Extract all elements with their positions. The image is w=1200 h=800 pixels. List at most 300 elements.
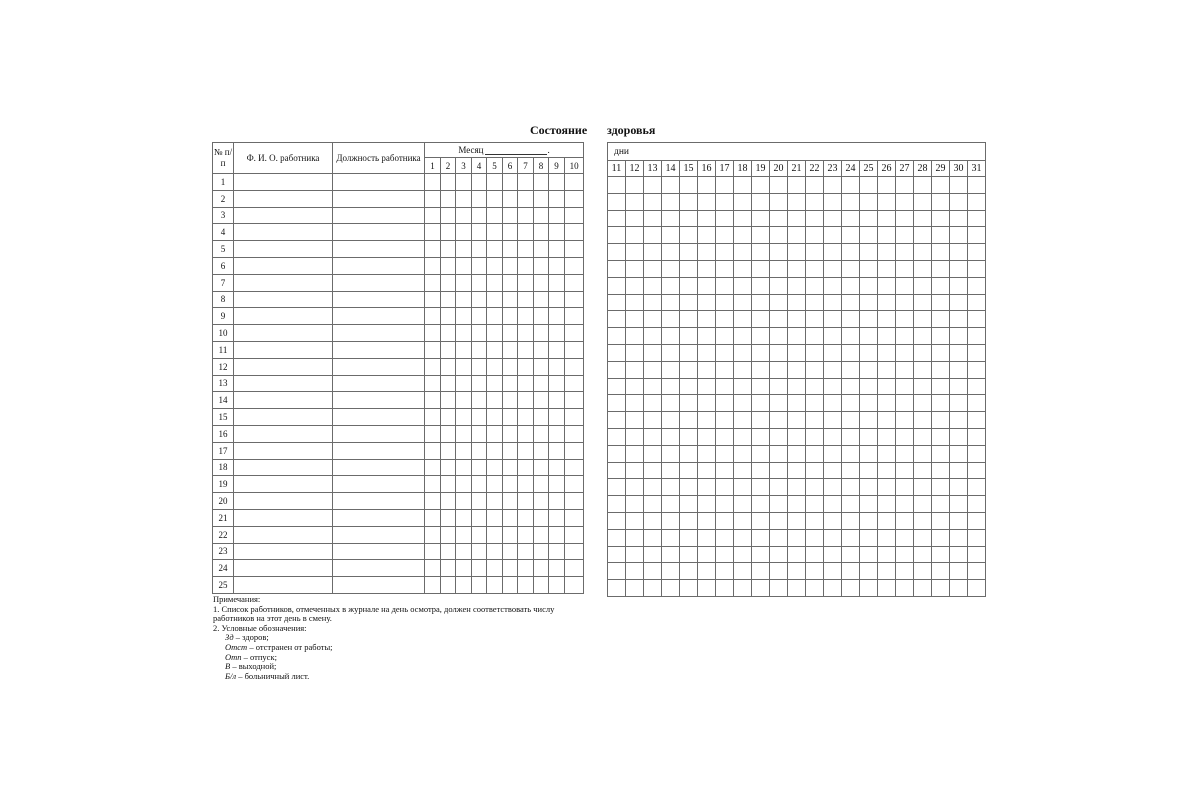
day-cell[interactable] <box>806 580 824 597</box>
day-cell[interactable] <box>644 277 662 294</box>
day-cell[interactable] <box>914 479 932 496</box>
day-cell[interactable] <box>896 244 914 261</box>
day-cell[interactable] <box>716 177 734 194</box>
day-cell[interactable] <box>534 543 549 560</box>
day-cell[interactable] <box>932 563 950 580</box>
day-cell[interactable] <box>896 311 914 328</box>
day-cell[interactable] <box>770 428 788 445</box>
day-cell[interactable] <box>932 244 950 261</box>
day-cell[interactable] <box>644 412 662 429</box>
day-cell[interactable] <box>503 409 518 426</box>
day-cell[interactable] <box>472 375 487 392</box>
day-cell[interactable] <box>770 395 788 412</box>
position-cell[interactable] <box>333 442 425 459</box>
day-cell[interactable] <box>824 277 842 294</box>
day-cell[interactable] <box>441 308 456 325</box>
day-cell[interactable] <box>565 257 584 274</box>
day-cell[interactable] <box>824 244 842 261</box>
day-cell[interactable] <box>644 378 662 395</box>
day-cell[interactable] <box>716 344 734 361</box>
day-cell[interactable] <box>896 227 914 244</box>
day-cell[interactable] <box>626 412 644 429</box>
day-cell[interactable] <box>472 476 487 493</box>
day-cell[interactable] <box>487 476 503 493</box>
day-cell[interactable] <box>565 190 584 207</box>
day-cell[interactable] <box>565 174 584 191</box>
day-cell[interactable] <box>914 361 932 378</box>
position-cell[interactable] <box>333 174 425 191</box>
day-cell[interactable] <box>644 361 662 378</box>
day-cell[interactable] <box>878 563 896 580</box>
day-cell[interactable] <box>441 543 456 560</box>
day-cell[interactable] <box>698 328 716 345</box>
day-cell[interactable] <box>644 563 662 580</box>
day-cell[interactable] <box>503 459 518 476</box>
day-cell[interactable] <box>824 428 842 445</box>
day-cell[interactable] <box>472 274 487 291</box>
position-cell[interactable] <box>333 577 425 594</box>
day-cell[interactable] <box>716 328 734 345</box>
day-cell[interactable] <box>932 496 950 513</box>
day-cell[interactable] <box>860 210 878 227</box>
day-cell[interactable] <box>842 563 860 580</box>
day-cell[interactable] <box>752 227 770 244</box>
day-cell[interactable] <box>950 210 968 227</box>
day-cell[interactable] <box>932 344 950 361</box>
day-cell[interactable] <box>860 462 878 479</box>
day-cell[interactable] <box>770 378 788 395</box>
day-cell[interactable] <box>608 479 626 496</box>
day-cell[interactable] <box>626 244 644 261</box>
day-cell[interactable] <box>698 244 716 261</box>
day-cell[interactable] <box>914 512 932 529</box>
position-cell[interactable] <box>333 325 425 342</box>
day-cell[interactable] <box>518 409 534 426</box>
position-cell[interactable] <box>333 274 425 291</box>
day-cell[interactable] <box>644 210 662 227</box>
day-cell[interactable] <box>441 442 456 459</box>
day-cell[interactable] <box>716 512 734 529</box>
day-cell[interactable] <box>932 428 950 445</box>
day-cell[interactable] <box>518 509 534 526</box>
name-cell[interactable] <box>234 274 333 291</box>
day-cell[interactable] <box>487 509 503 526</box>
day-cell[interactable] <box>518 442 534 459</box>
day-cell[interactable] <box>626 193 644 210</box>
day-cell[interactable] <box>565 509 584 526</box>
day-cell[interactable] <box>734 512 752 529</box>
day-cell[interactable] <box>950 512 968 529</box>
day-cell[interactable] <box>734 580 752 597</box>
day-cell[interactable] <box>698 395 716 412</box>
day-cell[interactable] <box>680 512 698 529</box>
day-cell[interactable] <box>734 462 752 479</box>
name-cell[interactable] <box>234 442 333 459</box>
day-cell[interactable] <box>608 445 626 462</box>
day-cell[interactable] <box>950 496 968 513</box>
day-cell[interactable] <box>503 526 518 543</box>
day-cell[interactable] <box>680 546 698 563</box>
day-cell[interactable] <box>680 395 698 412</box>
day-cell[interactable] <box>878 244 896 261</box>
day-cell[interactable] <box>644 328 662 345</box>
day-cell[interactable] <box>680 311 698 328</box>
day-cell[interactable] <box>472 560 487 577</box>
day-cell[interactable] <box>549 257 565 274</box>
day-cell[interactable] <box>503 174 518 191</box>
day-cell[interactable] <box>914 344 932 361</box>
day-cell[interactable] <box>716 378 734 395</box>
day-cell[interactable] <box>824 227 842 244</box>
day-cell[interactable] <box>472 526 487 543</box>
day-cell[interactable] <box>698 479 716 496</box>
day-cell[interactable] <box>716 546 734 563</box>
day-cell[interactable] <box>662 193 680 210</box>
day-cell[interactable] <box>425 409 441 426</box>
day-cell[interactable] <box>472 577 487 594</box>
day-cell[interactable] <box>425 308 441 325</box>
day-cell[interactable] <box>734 412 752 429</box>
day-cell[interactable] <box>824 445 842 462</box>
day-cell[interactable] <box>752 277 770 294</box>
day-cell[interactable] <box>860 193 878 210</box>
day-cell[interactable] <box>565 543 584 560</box>
day-cell[interactable] <box>425 493 441 510</box>
day-cell[interactable] <box>425 476 441 493</box>
day-cell[interactable] <box>770 361 788 378</box>
day-cell[interactable] <box>860 311 878 328</box>
day-cell[interactable] <box>968 328 986 345</box>
day-cell[interactable] <box>842 361 860 378</box>
name-cell[interactable] <box>234 257 333 274</box>
day-cell[interactable] <box>770 479 788 496</box>
day-cell[interactable] <box>425 442 441 459</box>
position-cell[interactable] <box>333 207 425 224</box>
day-cell[interactable] <box>788 496 806 513</box>
day-cell[interactable] <box>842 395 860 412</box>
day-cell[interactable] <box>608 311 626 328</box>
day-cell[interactable] <box>626 563 644 580</box>
day-cell[interactable] <box>425 190 441 207</box>
day-cell[interactable] <box>734 496 752 513</box>
day-cell[interactable] <box>487 358 503 375</box>
day-cell[interactable] <box>932 412 950 429</box>
day-cell[interactable] <box>752 328 770 345</box>
day-cell[interactable] <box>860 277 878 294</box>
day-cell[interactable] <box>914 294 932 311</box>
day-cell[interactable] <box>487 325 503 342</box>
day-cell[interactable] <box>503 257 518 274</box>
day-cell[interactable] <box>487 291 503 308</box>
day-cell[interactable] <box>914 328 932 345</box>
day-cell[interactable] <box>698 412 716 429</box>
day-cell[interactable] <box>472 291 487 308</box>
day-cell[interactable] <box>698 311 716 328</box>
day-cell[interactable] <box>518 526 534 543</box>
day-cell[interactable] <box>441 207 456 224</box>
day-cell[interactable] <box>806 529 824 546</box>
position-cell[interactable] <box>333 425 425 442</box>
day-cell[interactable] <box>534 392 549 409</box>
day-cell[interactable] <box>914 546 932 563</box>
day-cell[interactable] <box>770 193 788 210</box>
day-cell[interactable] <box>608 462 626 479</box>
day-cell[interactable] <box>662 244 680 261</box>
day-cell[interactable] <box>896 529 914 546</box>
day-cell[interactable] <box>878 529 896 546</box>
day-cell[interactable] <box>932 260 950 277</box>
day-cell[interactable] <box>914 428 932 445</box>
day-cell[interactable] <box>842 412 860 429</box>
day-cell[interactable] <box>914 311 932 328</box>
day-cell[interactable] <box>441 560 456 577</box>
day-cell[interactable] <box>752 378 770 395</box>
day-cell[interactable] <box>842 512 860 529</box>
day-cell[interactable] <box>608 361 626 378</box>
day-cell[interactable] <box>860 479 878 496</box>
day-cell[interactable] <box>503 375 518 392</box>
day-cell[interactable] <box>472 341 487 358</box>
day-cell[interactable] <box>662 395 680 412</box>
day-cell[interactable] <box>644 244 662 261</box>
name-cell[interactable] <box>234 509 333 526</box>
day-cell[interactable] <box>716 479 734 496</box>
day-cell[interactable] <box>734 328 752 345</box>
position-cell[interactable] <box>333 341 425 358</box>
day-cell[interactable] <box>806 496 824 513</box>
day-cell[interactable] <box>968 496 986 513</box>
day-cell[interactable] <box>518 241 534 258</box>
day-cell[interactable] <box>788 294 806 311</box>
day-cell[interactable] <box>716 227 734 244</box>
day-cell[interactable] <box>878 445 896 462</box>
day-cell[interactable] <box>932 479 950 496</box>
day-cell[interactable] <box>878 177 896 194</box>
day-cell[interactable] <box>425 358 441 375</box>
day-cell[interactable] <box>806 395 824 412</box>
day-cell[interactable] <box>472 392 487 409</box>
day-cell[interactable] <box>734 210 752 227</box>
day-cell[interactable] <box>518 358 534 375</box>
day-cell[interactable] <box>896 563 914 580</box>
day-cell[interactable] <box>472 459 487 476</box>
day-cell[interactable] <box>503 577 518 594</box>
day-cell[interactable] <box>716 445 734 462</box>
day-cell[interactable] <box>860 445 878 462</box>
day-cell[interactable] <box>698 193 716 210</box>
day-cell[interactable] <box>950 428 968 445</box>
day-cell[interactable] <box>680 563 698 580</box>
day-cell[interactable] <box>549 224 565 241</box>
day-cell[interactable] <box>518 274 534 291</box>
day-cell[interactable] <box>472 409 487 426</box>
day-cell[interactable] <box>770 445 788 462</box>
day-cell[interactable] <box>472 207 487 224</box>
position-cell[interactable] <box>333 409 425 426</box>
day-cell[interactable] <box>788 210 806 227</box>
day-cell[interactable] <box>968 294 986 311</box>
day-cell[interactable] <box>680 344 698 361</box>
name-cell[interactable] <box>234 174 333 191</box>
day-cell[interactable] <box>734 311 752 328</box>
day-cell[interactable] <box>752 177 770 194</box>
day-cell[interactable] <box>534 425 549 442</box>
name-cell[interactable] <box>234 577 333 594</box>
day-cell[interactable] <box>968 361 986 378</box>
day-cell[interactable] <box>626 445 644 462</box>
day-cell[interactable] <box>860 580 878 597</box>
day-cell[interactable] <box>860 412 878 429</box>
day-cell[interactable] <box>788 395 806 412</box>
day-cell[interactable] <box>752 244 770 261</box>
position-cell[interactable] <box>333 241 425 258</box>
day-cell[interactable] <box>518 190 534 207</box>
day-cell[interactable] <box>456 257 472 274</box>
day-cell[interactable] <box>824 412 842 429</box>
day-cell[interactable] <box>456 493 472 510</box>
day-cell[interactable] <box>716 395 734 412</box>
day-cell[interactable] <box>644 294 662 311</box>
day-cell[interactable] <box>860 328 878 345</box>
day-cell[interactable] <box>534 257 549 274</box>
day-cell[interactable] <box>456 526 472 543</box>
day-cell[interactable] <box>456 577 472 594</box>
day-cell[interactable] <box>472 358 487 375</box>
position-cell[interactable] <box>333 375 425 392</box>
day-cell[interactable] <box>503 509 518 526</box>
day-cell[interactable] <box>716 260 734 277</box>
day-cell[interactable] <box>824 546 842 563</box>
day-cell[interactable] <box>518 560 534 577</box>
day-cell[interactable] <box>968 412 986 429</box>
day-cell[interactable] <box>425 560 441 577</box>
day-cell[interactable] <box>734 445 752 462</box>
day-cell[interactable] <box>456 325 472 342</box>
day-cell[interactable] <box>662 546 680 563</box>
day-cell[interactable] <box>680 462 698 479</box>
day-cell[interactable] <box>644 529 662 546</box>
day-cell[interactable] <box>824 395 842 412</box>
day-cell[interactable] <box>626 227 644 244</box>
day-cell[interactable] <box>824 462 842 479</box>
day-cell[interactable] <box>534 526 549 543</box>
day-cell[interactable] <box>752 496 770 513</box>
day-cell[interactable] <box>680 580 698 597</box>
day-cell[interactable] <box>752 395 770 412</box>
day-cell[interactable] <box>914 496 932 513</box>
day-cell[interactable] <box>788 277 806 294</box>
day-cell[interactable] <box>860 260 878 277</box>
day-cell[interactable] <box>896 177 914 194</box>
day-cell[interactable] <box>878 512 896 529</box>
day-cell[interactable] <box>534 325 549 342</box>
day-cell[interactable] <box>770 344 788 361</box>
day-cell[interactable] <box>608 344 626 361</box>
day-cell[interactable] <box>644 580 662 597</box>
day-cell[interactable] <box>626 529 644 546</box>
day-cell[interactable] <box>842 496 860 513</box>
day-cell[interactable] <box>788 479 806 496</box>
day-cell[interactable] <box>896 260 914 277</box>
day-cell[interactable] <box>842 328 860 345</box>
day-cell[interactable] <box>534 291 549 308</box>
day-cell[interactable] <box>824 361 842 378</box>
day-cell[interactable] <box>425 257 441 274</box>
day-cell[interactable] <box>896 479 914 496</box>
day-cell[interactable] <box>565 274 584 291</box>
day-cell[interactable] <box>608 496 626 513</box>
day-cell[interactable] <box>534 459 549 476</box>
day-cell[interactable] <box>662 512 680 529</box>
day-cell[interactable] <box>950 328 968 345</box>
day-cell[interactable] <box>770 529 788 546</box>
day-cell[interactable] <box>824 177 842 194</box>
day-cell[interactable] <box>456 207 472 224</box>
day-cell[interactable] <box>932 193 950 210</box>
day-cell[interactable] <box>698 378 716 395</box>
day-cell[interactable] <box>626 210 644 227</box>
day-cell[interactable] <box>824 378 842 395</box>
day-cell[interactable] <box>441 224 456 241</box>
day-cell[interactable] <box>788 462 806 479</box>
day-cell[interactable] <box>968 227 986 244</box>
day-cell[interactable] <box>518 325 534 342</box>
day-cell[interactable] <box>487 425 503 442</box>
day-cell[interactable] <box>534 241 549 258</box>
day-cell[interactable] <box>914 210 932 227</box>
day-cell[interactable] <box>860 563 878 580</box>
day-cell[interactable] <box>842 193 860 210</box>
day-cell[interactable] <box>608 412 626 429</box>
day-cell[interactable] <box>788 546 806 563</box>
day-cell[interactable] <box>487 459 503 476</box>
name-cell[interactable] <box>234 358 333 375</box>
day-cell[interactable] <box>549 476 565 493</box>
day-cell[interactable] <box>842 294 860 311</box>
position-cell[interactable] <box>333 543 425 560</box>
day-cell[interactable] <box>534 560 549 577</box>
day-cell[interactable] <box>716 294 734 311</box>
day-cell[interactable] <box>770 294 788 311</box>
day-cell[interactable] <box>950 563 968 580</box>
day-cell[interactable] <box>518 577 534 594</box>
name-cell[interactable] <box>234 325 333 342</box>
day-cell[interactable] <box>503 476 518 493</box>
day-cell[interactable] <box>518 375 534 392</box>
day-cell[interactable] <box>716 244 734 261</box>
day-cell[interactable] <box>752 193 770 210</box>
day-cell[interactable] <box>788 244 806 261</box>
day-cell[interactable] <box>896 210 914 227</box>
day-cell[interactable] <box>626 395 644 412</box>
day-cell[interactable] <box>770 311 788 328</box>
day-cell[interactable] <box>680 210 698 227</box>
day-cell[interactable] <box>549 442 565 459</box>
day-cell[interactable] <box>549 341 565 358</box>
day-cell[interactable] <box>472 241 487 258</box>
day-cell[interactable] <box>662 428 680 445</box>
day-cell[interactable] <box>503 325 518 342</box>
day-cell[interactable] <box>932 512 950 529</box>
day-cell[interactable] <box>441 341 456 358</box>
day-cell[interactable] <box>896 294 914 311</box>
day-cell[interactable] <box>662 210 680 227</box>
day-cell[interactable] <box>842 428 860 445</box>
day-cell[interactable] <box>788 328 806 345</box>
day-cell[interactable] <box>788 445 806 462</box>
day-cell[interactable] <box>878 479 896 496</box>
day-cell[interactable] <box>788 529 806 546</box>
